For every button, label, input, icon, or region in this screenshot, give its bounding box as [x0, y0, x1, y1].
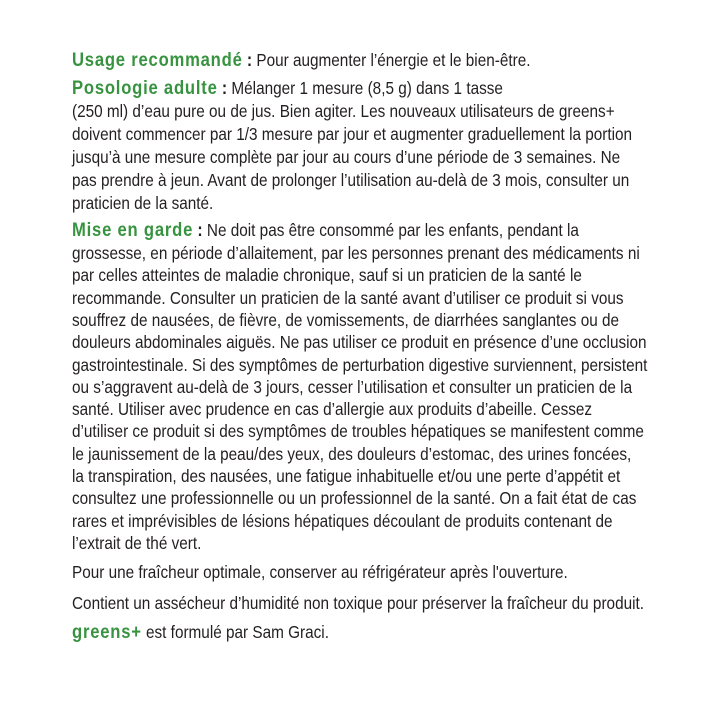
warning-heading: Mise en garde — [72, 219, 194, 241]
section-recommended-use — [72, 49, 597, 72]
text-line: la transpiration, des nausées, une fatigue inhabituelle et/ou une perte d’appétit et — [72, 466, 621, 487]
storage-text: Pour une fraîcheur optimale, conserver au réfrigérateur après l'ouverture. — [72, 561, 568, 582]
text-line: recommande. Consulter un praticien de la santé avant d’utiliser ce produit si vous — [72, 287, 624, 308]
recommended-use-heading: Usage recommandé — [72, 49, 243, 71]
adult-dosage-text: Mélanger 1 mesure (8,5 g) dans 1 tasse — [231, 77, 503, 98]
formulator-text: est formulé par Sam Graci. — [146, 621, 329, 642]
adult-dosage-heading: Posologie adulte — [72, 77, 218, 99]
text-line: rares et imprévisibles de lésions hépatiques découlant de produits contenant de — [72, 510, 613, 531]
text-line: souffrez de nausées, de fièvre, de vomissements, de diarrhées sanglantes ou de — [72, 309, 620, 330]
recommended-use-text: Pour augmenter l’énergie et le bien-être. — [256, 49, 531, 70]
heading-colon: : — [197, 219, 203, 240]
desiccant-text: Contient un assécheur d’humidité non toxique pour préserver la fraîcheur du produit. — [72, 592, 645, 613]
text-line: doivent commencer par 1/3 mesure par jour et augmenter graduellement la portion — [72, 123, 633, 144]
heading-colon: : — [221, 77, 228, 98]
label-text-block — [72, 0, 648, 720]
text-line: par celles atteintes de maladie chronique, sauf si un praticien de la santé le — [72, 265, 582, 286]
section-formulator — [72, 621, 597, 644]
heading-colon: : — [246, 49, 253, 70]
brand-name: greens+ — [72, 621, 142, 643]
section-warning — [72, 219, 648, 554]
text-line — [72, 77, 597, 100]
text-line: praticien de la santé. — [72, 192, 214, 213]
text-line: d’utiliser ce produit si des symptômes de troubles hépatiques se manifestent comme — [72, 421, 644, 442]
text-line: douleurs abdominales aiguës. Ne pas utiliser ce produit en présence d’une occlusion — [72, 332, 647, 353]
section-storage — [72, 561, 597, 584]
text-line: (250 ml) d’eau pure ou de jus. Bien agiter. Les nouveaux utilisateurs de greens+ — [72, 100, 615, 121]
text-line: consultez une professionnelle ou un professionnel de la santé. On a fait état de cas — [72, 488, 637, 509]
text-line: grossesse, en période d’allaitement, par les personnes prenant des médicaments ni — [72, 243, 640, 264]
text-line: ou s’aggravent au-delà de 3 jours, cesser l’utilisation et consulter un praticien de la — [72, 376, 633, 397]
text-line: gastrointestinale. Si des symptômes de perturbation digestive surviennent, persistent — [72, 354, 648, 375]
warning-text: Ne doit pas être consommé par les enfants, pendant la — [206, 219, 579, 240]
text-line — [72, 49, 597, 72]
section-desiccant — [72, 592, 645, 615]
text-line: pas prendre à jeun. Avant de prolonger l’utilisation au-delà de 3 mois, consulter un — [72, 169, 630, 190]
text-line — [72, 621, 597, 644]
text-line: santé. Utiliser avec prudence en cas d’allergie aux produits d’abeille. Cessez — [72, 399, 593, 420]
text-line: jusqu’à une mesure complète par jour au cours d’une période de 3 semaines. Ne — [72, 146, 621, 167]
text-line: le jaunissement de la peau/des yeux, des douleurs d’estomac, des urines foncées, — [72, 443, 632, 464]
section-adult-dosage — [72, 77, 633, 215]
text-line — [72, 219, 597, 242]
text-line: l’extrait de thé vert. — [72, 532, 202, 553]
